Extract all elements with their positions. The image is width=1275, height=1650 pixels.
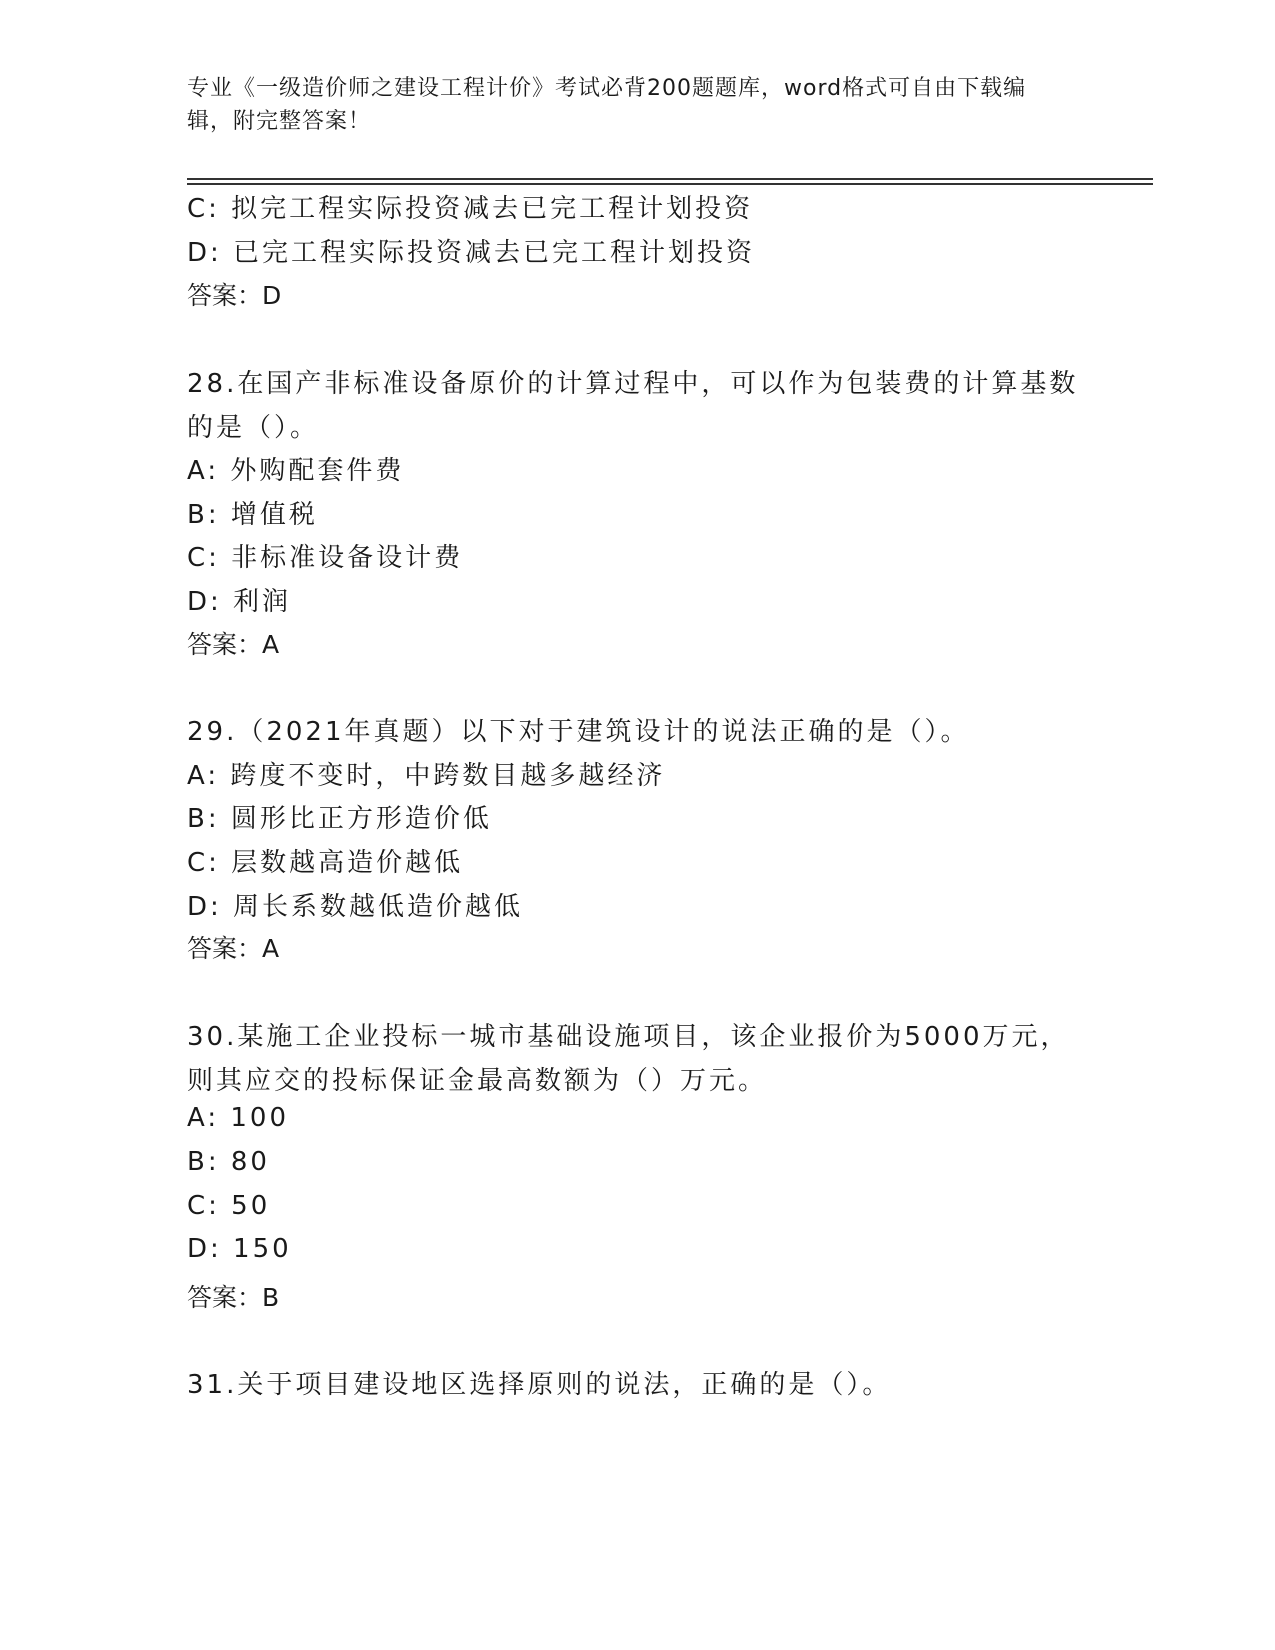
q27-option-c: C: 拟完工程实际投资减去已完工程计划投资 (187, 194, 754, 224)
q30-option-b: B: 80 (187, 1147, 270, 1177)
q28-option-a: A: 外购配套件费 (187, 456, 405, 486)
q30-option-d: D: 150 (187, 1234, 292, 1264)
q29-option-b: B: 圆形比正方形造价低 (187, 804, 492, 834)
header-divider-bottom (187, 183, 1153, 185)
q28-stem-line2: 的是（）。 (187, 413, 320, 443)
q29-option-d: D: 周长系数越低造价越低 (187, 892, 524, 922)
q30-option-a: A: 100 (187, 1103, 289, 1133)
header-divider-top (187, 178, 1153, 180)
q29-option-c: C: 层数越高造价越低 (187, 848, 464, 878)
q29-answer: 答案：A (187, 934, 280, 963)
q31-stem-line1: 31.关于项目建设地区选择原则的说法，正确的是（）。 (187, 1370, 892, 1400)
q29-option-a: A: 跨度不变时，中跨数目越多越经济 (187, 761, 666, 791)
q28-answer: 答案：A (187, 630, 280, 659)
q29-stem-line1: 29.（2021年真题）以下对于建筑设计的说法正确的是（）。 (187, 717, 970, 747)
q30-stem-line2: 则其应交的投标保证金最高数额为（）万元。 (187, 1066, 768, 1096)
q28-option-b: B: 增值税 (187, 500, 318, 530)
q27-answer: 答案：D (187, 281, 282, 310)
q28-option-c: C: 非标准设备设计费 (187, 543, 464, 573)
q28-stem-line1: 28.在国产非标准设备原价的计算过程中，可以作为包装费的计算基数 (187, 369, 1079, 399)
document-header (187, 72, 1067, 138)
header-text: 专业《一级造价师之建设工程计价》考试必背200题题库，word格式可自由下载编辑，附完整答案！ (187, 76, 1027, 134)
q30-answer: 答案：B (187, 1283, 280, 1312)
q27-option-d: D: 已完工程实际投资减去已完工程计划投资 (187, 238, 756, 268)
q30-stem-line1: 30.某施工企业投标一城市基础设施项目，该企业报价为5000万元， (187, 1022, 1070, 1052)
q28-option-d: D: 利润 (187, 587, 292, 617)
q30-option-c: C: 50 (187, 1191, 271, 1221)
